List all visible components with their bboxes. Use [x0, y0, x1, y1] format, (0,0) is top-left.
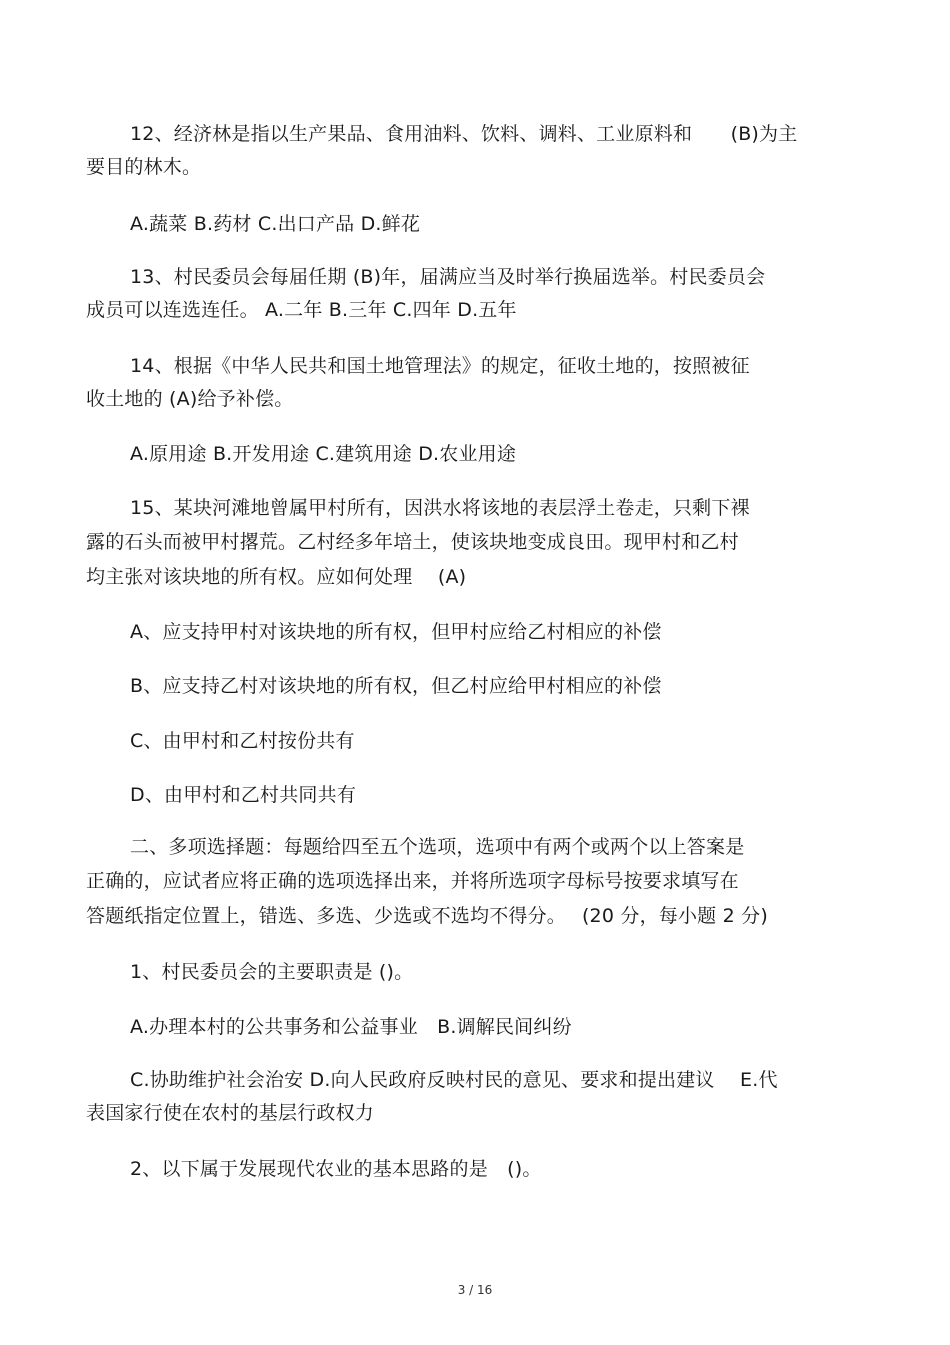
- section2-heading-line-1: 二、多项选择题：每题给四至五个选项，选项中有两个或两个以上答案是: [130, 836, 745, 858]
- q15-line-1: 15、某块河滩地曾属甲村所有，因洪水将该地的表层浮土卷走，只剩下裸: [130, 497, 750, 519]
- q15-line-2: 露的石头而被甲村撂荒。乙村经多年培土，使该块地变成良田。现甲村和乙村: [86, 531, 739, 553]
- mq1-options-line-3: 表国家行使在农村的基层行政权力: [86, 1102, 375, 1124]
- section2-heading-line-3: 答题纸指定位置上，错选、多选、少选或不选均不得分。 (20 分，每小题 2 分): [86, 905, 768, 927]
- q12-options: A.蔬菜 B.药材 C.出口产品 D.鲜花: [130, 213, 421, 235]
- q15-option-a: A、应支持甲村对该块地的所有权，但甲村应给乙村相应的补偿: [130, 621, 662, 643]
- q15-option-c: C、由甲村和乙村按份共有: [130, 730, 355, 752]
- q13-line-2: 成员可以连选连任。 A.二年 B.三年 C.四年 D.五年: [86, 299, 517, 321]
- q12-line-1: 12、经济林是指以生产果品、食用油料、饮料、调料、工业原料和 (B)为主: [130, 123, 798, 145]
- q14-options: A.原用途 B.开发用途 C.建筑用途 D.农业用途: [130, 443, 517, 465]
- mq1-options-line-2: C.协助维护社会治安 D.向人民政府反映村民的意见、要求和提出建议 E.代: [130, 1069, 778, 1091]
- q15-option-b: B、应支持乙村对该块地的所有权，但乙村应给甲村相应的补偿: [130, 675, 662, 697]
- q14-line-2: 收土地的 (A)给予补偿。: [86, 388, 294, 410]
- section2-heading-line-2: 正确的，应试者应将正确的选项选择出来，并将所选项字母标号按要求填写在: [86, 870, 739, 892]
- q15-line-3: 均主张对该块地的所有权。应如何处理 (A): [86, 566, 467, 588]
- q15-option-d: D、由甲村和乙村共同共有: [130, 784, 357, 806]
- mq2-stem: 2、以下属于发展现代农业的基本思路的是 ()。: [130, 1158, 542, 1180]
- mq1-options-line-1: A.办理本村的公共事务和公益事业 B.调解民间纠纷: [130, 1016, 572, 1038]
- q12-line-2: 要目的林木。: [86, 156, 202, 178]
- q14-line-1: 14、根据《中华人民共和国土地管理法》的规定，征收土地的，按照被征: [130, 355, 750, 377]
- page-number: 3 / 16: [457, 1283, 493, 1297]
- mq1-stem: 1、村民委员会的主要职责是 ()。: [130, 961, 414, 983]
- q13-line-1: 13、村民委员会每届任期 (B)年，届满应当及时举行换届选举。村民委员会: [130, 266, 766, 288]
